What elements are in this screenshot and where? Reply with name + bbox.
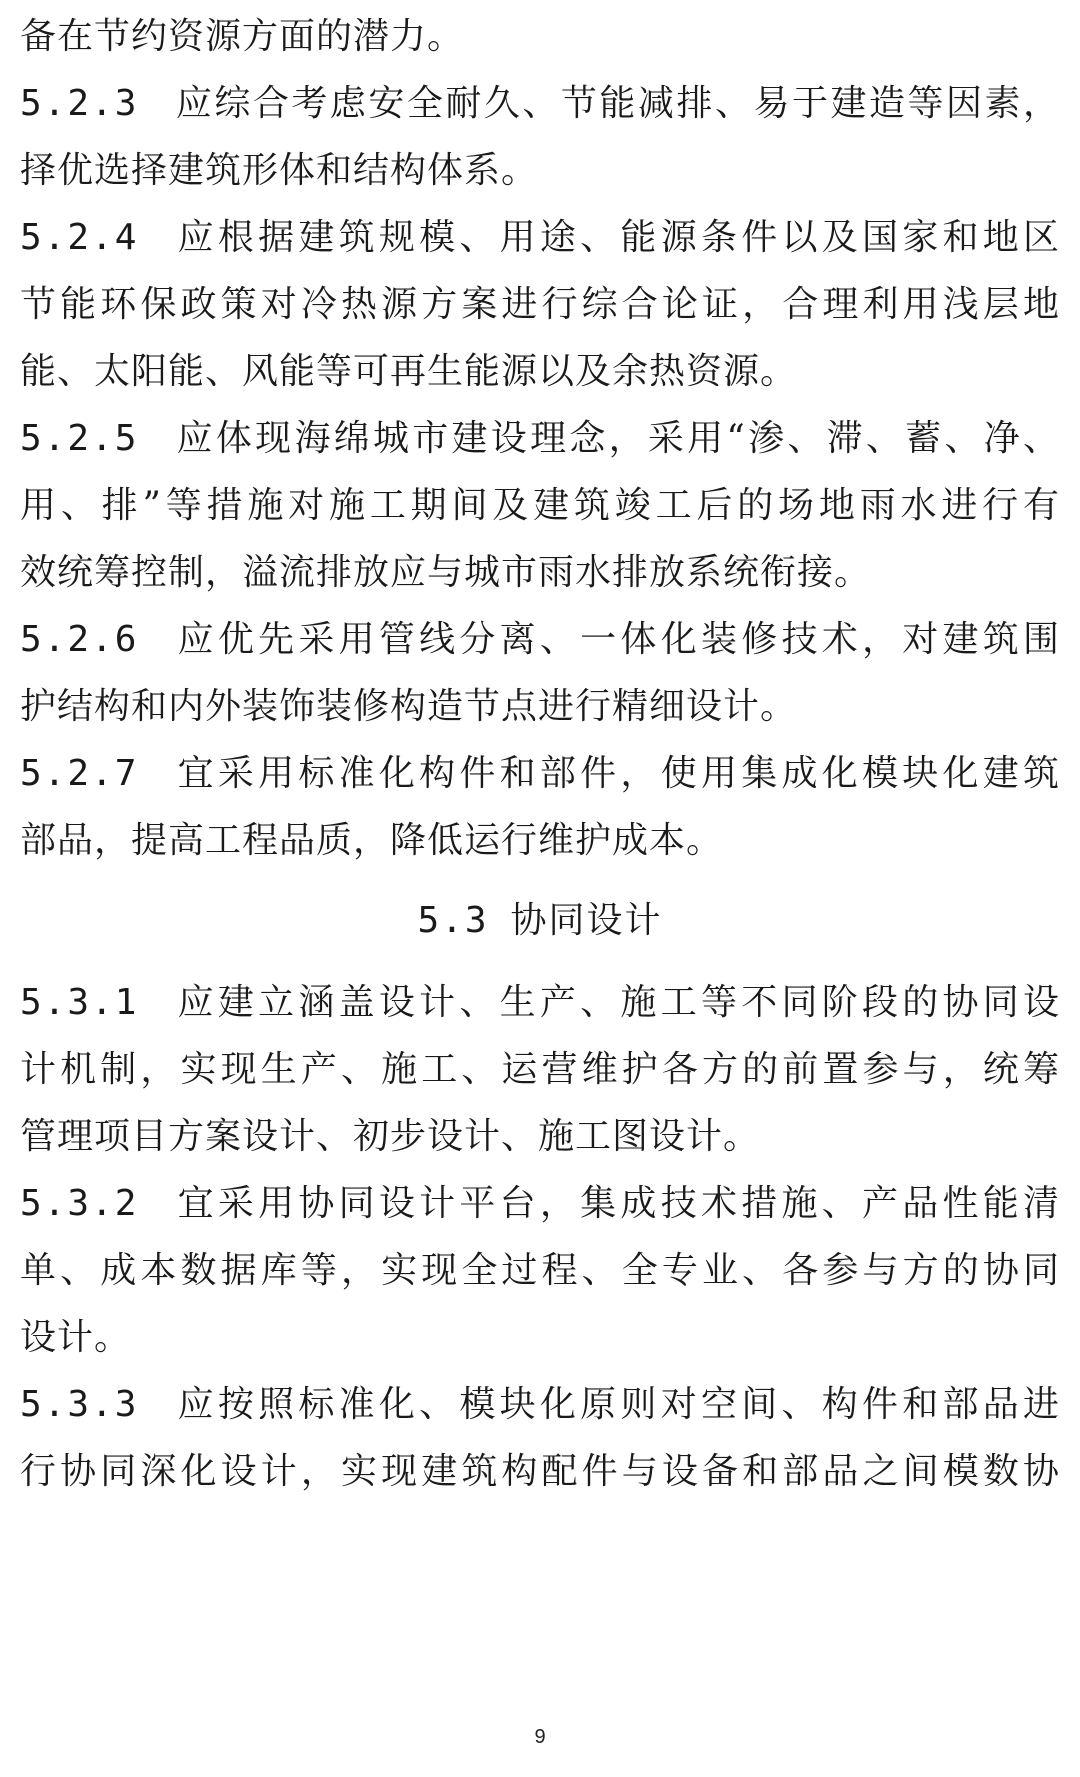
section-number: 5.3 [417,900,489,941]
text-line [20,1442,1060,1502]
line-text: 能、太阳能、风能等可再生能源以及余热资源。 [20,351,798,392]
line-text: 管理项目方案设计、初步设计、施工图设计。 [20,1116,761,1157]
clause-number: 5.2.7 [20,753,139,794]
line-text: 择优选择建筑形体和结构体系。 [20,150,539,191]
line-text: 部品，提高工程品质，降低运行维护成本。 [20,820,724,861]
line-text: 应综合考虑安全耐久、节能减排、易于建造等因素， [174,83,1060,124]
text-line [20,141,1060,201]
line-text: 计机制，实现生产、施工、运营维护各方的前置参与，统筹 [20,1049,1060,1090]
text-line [20,342,1060,402]
text-line [20,1107,1060,1167]
line-text: 应优先采用管线分离、一体化装修技术，对建筑围 [174,619,1060,660]
text-line [20,811,1060,871]
clause-5-2-4 [20,208,1060,268]
clause-number: 5.2.4 [20,217,139,258]
line-text: 宜采用协同设计平台，集成技术措施、产品性能清 [174,1183,1060,1224]
clause-5-3-1 [20,973,1060,1033]
line-text: 备在节约资源方面的潜力。 [20,16,465,57]
clause-5-3-2 [20,1174,1060,1234]
clause-number: 5.3.3 [20,1384,139,1425]
line-text: 行协同深化设计，实现建筑构配件与设备和部品之间模数协 [20,1451,1060,1492]
line-text: 用、排”等措施对施工期间及建筑竣工后的场地雨水进行有 [20,485,1060,526]
line-text: 宜采用标准化构件和部件，使用集成化模块化建筑 [174,753,1060,794]
section-title-text: 协同设计 [510,900,663,941]
text-line [20,677,1060,737]
line-text: 节能环保政策对冷热源方案进行综合论证，合理利用浅层地 [20,284,1060,325]
clause-number: 5.3.1 [20,982,139,1023]
clause-5-3-3 [20,1375,1060,1435]
line-text: 应建立涵盖设计、生产、施工等不同阶段的协同设 [174,982,1060,1023]
line-text: 设计。 [20,1317,132,1358]
line-text: 效统筹控制，溢流排放应与城市雨水排放系统衔接。 [20,552,872,593]
text-line [20,1308,1060,1368]
clause-number: 5.2.6 [20,619,139,660]
text-line [20,275,1060,335]
clause-5-2-3 [20,74,1060,134]
text-line [20,1241,1060,1301]
line-text: 单、成本数据库等，实现全过程、全专业、各参与方的协同 [20,1250,1060,1291]
clause-5-2-7 [20,744,1060,804]
section-heading [0,891,1080,951]
text-line [20,543,1060,603]
clause-5-2-6 [20,610,1060,670]
clause-number: 5.2.3 [20,83,139,124]
text-line [20,1040,1060,1100]
clause-5-2-5 [20,409,1060,469]
line-text: 应按照标准化、模块化原则对空间、构件和部品进 [174,1384,1060,1425]
text-line [20,476,1060,536]
page-number: 9 [534,1726,546,1748]
line-text: 护结构和内外装饰装修构造节点进行精细设计。 [20,686,798,727]
clause-number: 5.2.5 [20,418,139,459]
line-text: 应根据建筑规模、用途、能源条件以及国家和地区 [174,217,1060,258]
clause-number: 5.3.2 [20,1183,139,1224]
line-text: 应体现海绵城市建设理念，采用“渗、滞、蓄、净、 [174,418,1060,459]
text-line [20,7,1060,67]
